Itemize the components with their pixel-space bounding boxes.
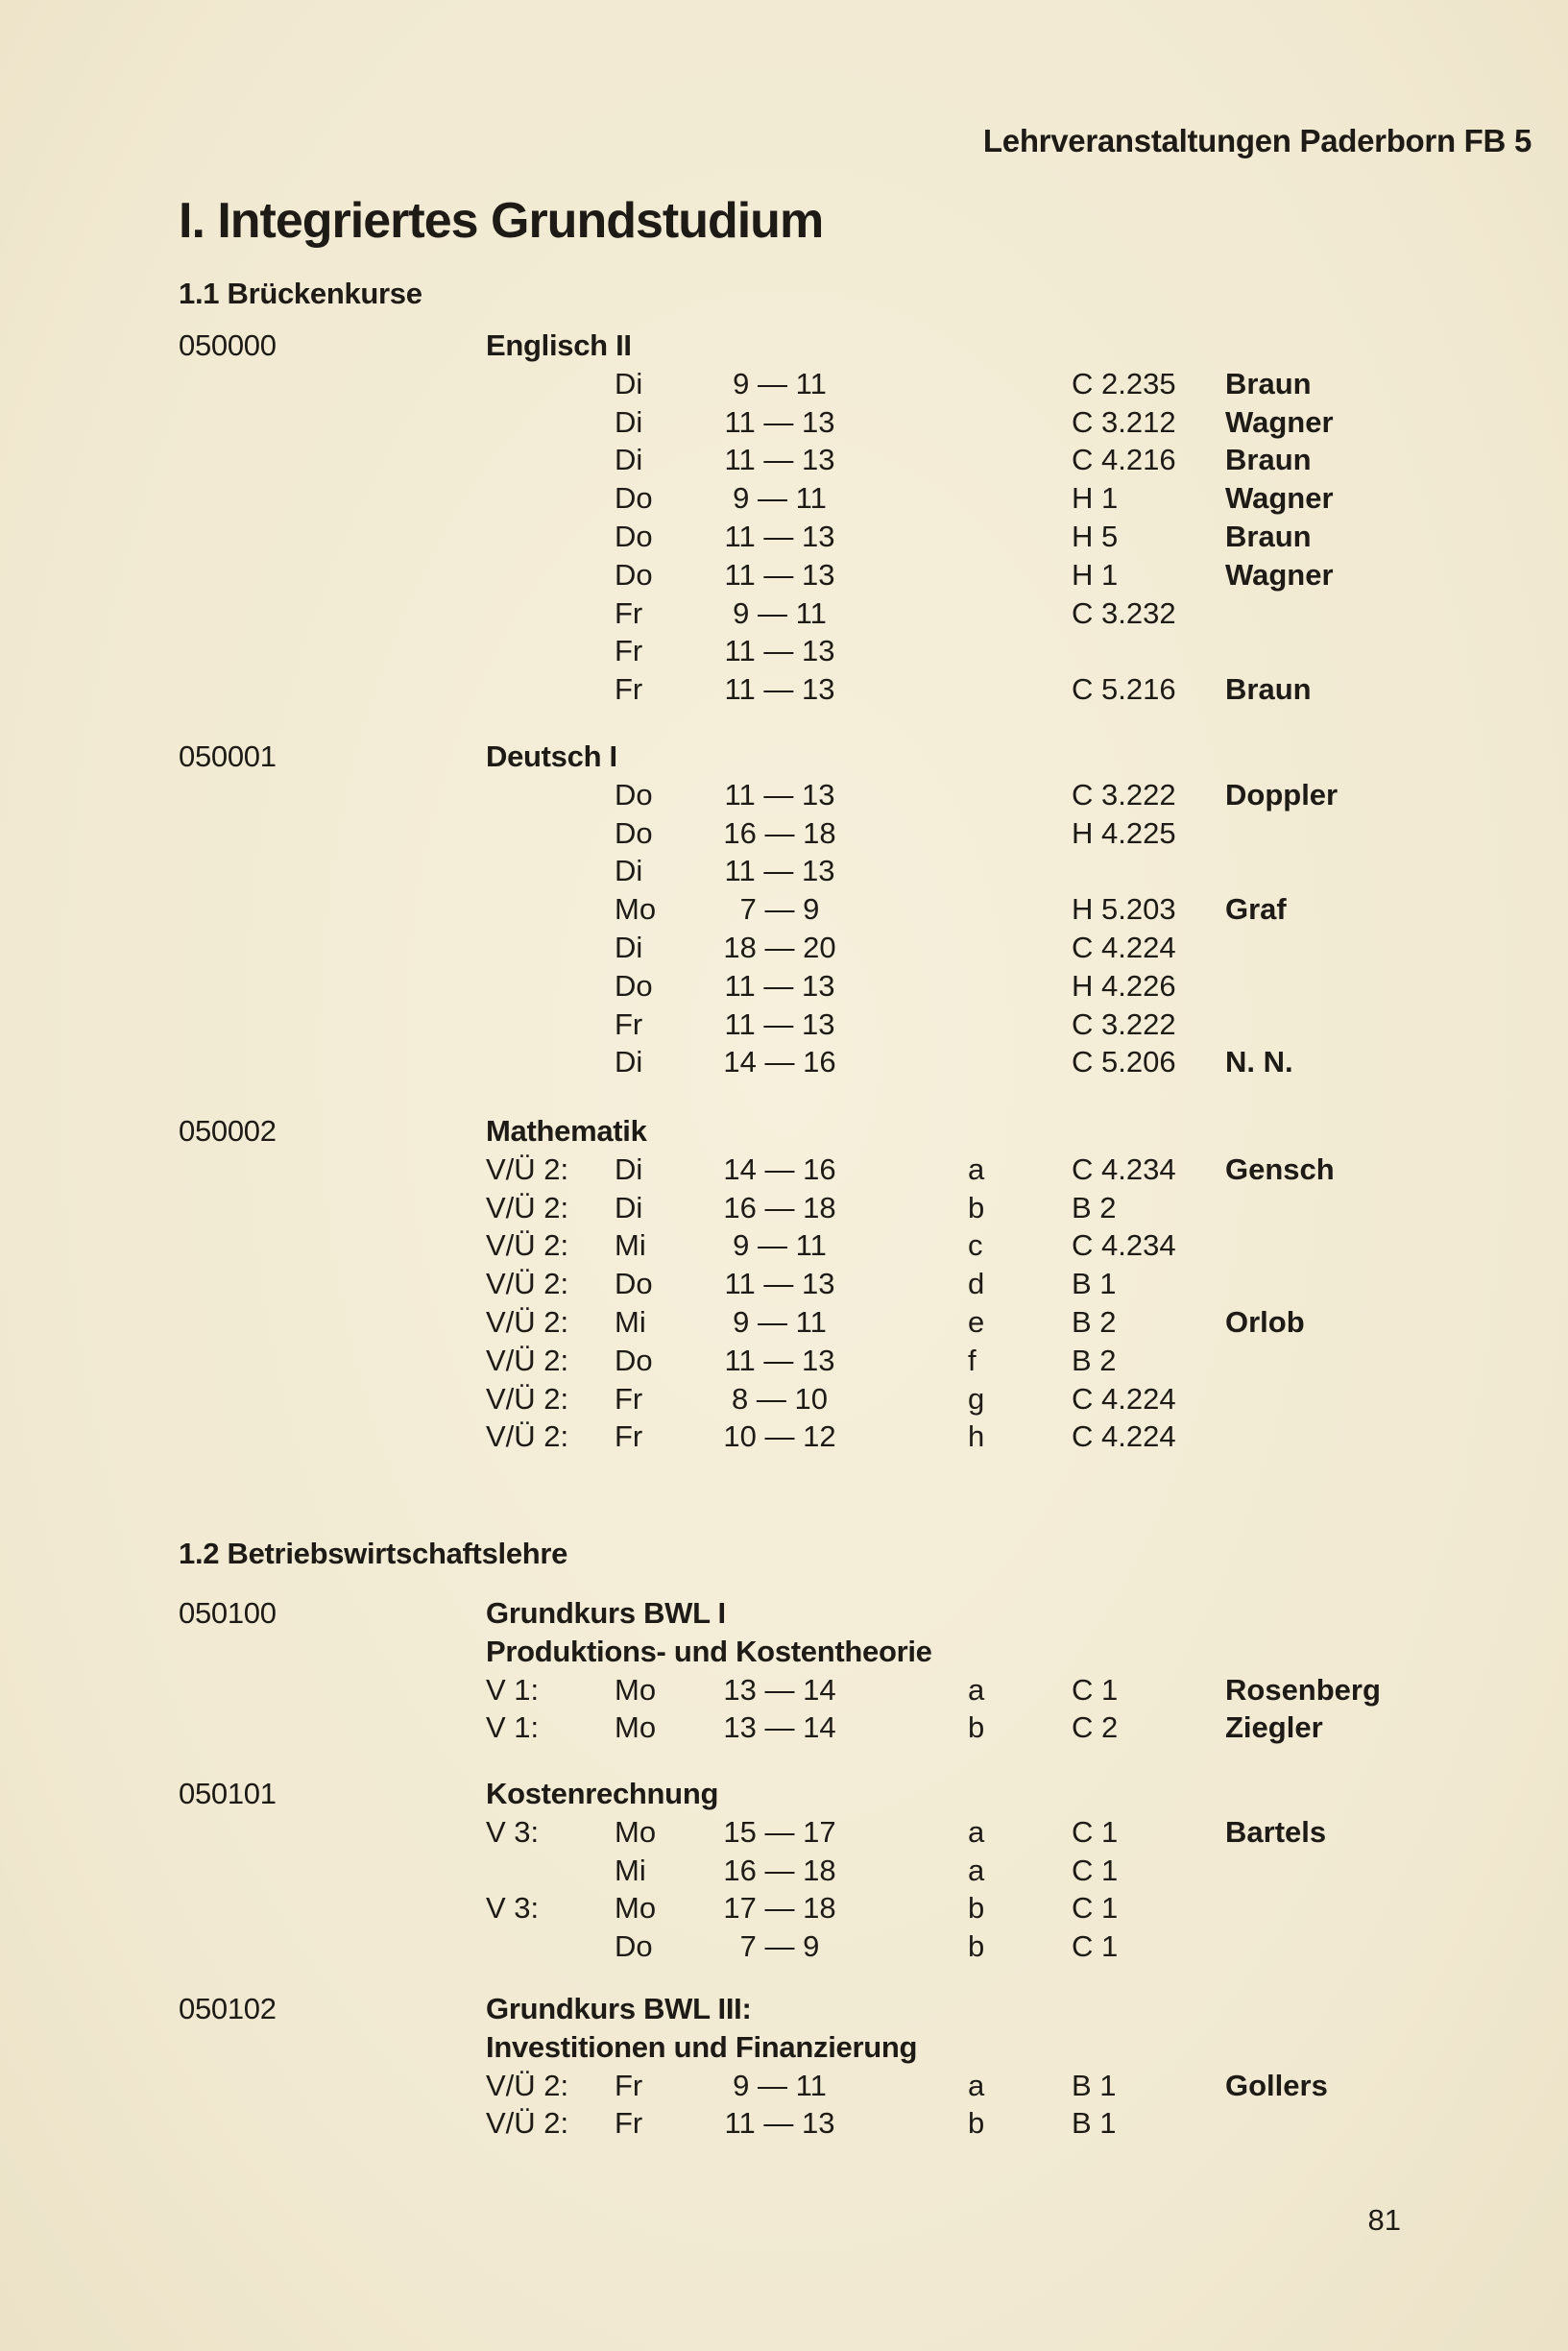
time-slot: 9 — 11 [733,1305,827,1339]
group-letter: e [968,1305,985,1339]
weekday: Di [615,404,643,439]
room: H 5.203 [1072,892,1176,927]
time-slot: 11 — 13 [724,1006,835,1041]
time-slot: 9 — 11 [733,481,827,516]
chapter-title: I. Integriertes Grundstudium [179,193,824,249]
weekday: Mo [615,892,657,927]
weekday: Mi [615,1853,646,1887]
course-title: Grundkurs BWL III: [486,1992,752,2025]
room: C 2 [1072,1710,1119,1745]
group-letter: h [968,1419,985,1454]
schedule-row [0,1344,1568,1382]
session-type: V 1: [486,1710,540,1745]
group-letter: b [968,1190,985,1224]
time-slot: 11 — 13 [724,1343,835,1377]
time-slot: 11 — 13 [724,777,835,812]
session-type: V/Ü 2: [486,1381,569,1416]
session-type: V/Ü 2: [486,1228,569,1263]
lecturer: Gollers [1225,2068,1328,2102]
weekday: Di [615,443,643,477]
room: C 4.224 [1072,931,1176,964]
weekday: Fr [615,2068,643,2102]
lecturer: Graf [1225,892,1287,927]
group-letter: d [968,1267,985,1301]
course-code: 050100 [179,1596,277,1630]
course-title: Investitionen und Finanzierung [486,2029,918,2064]
schedule-row [0,816,1568,855]
group-letter: a [968,1151,985,1186]
schedule-row [0,558,1568,596]
weekday: Fr [615,2106,643,2141]
session-type: V/Ü 2: [486,1419,569,1454]
room: H 5 [1072,520,1119,553]
schedule-row [0,596,1568,635]
time-slot: 16 — 18 [723,815,836,850]
lecturer: N. N. [1225,1045,1293,1079]
weekday: Do [615,968,653,1003]
session-type: V/Ü 2: [486,1305,569,1339]
course-title: Mathematik [486,1114,647,1148]
course-title: Produktions- und Kostentheorie [486,1634,932,1668]
time-slot: 11 — 13 [724,443,835,477]
room: C 4.216 [1072,443,1176,477]
schedule-row [0,672,1568,711]
lecturer: Braun [1225,520,1312,553]
room: C 1 [1072,1853,1119,1887]
schedule-row [0,367,1568,405]
schedule-row [0,1267,1568,1305]
schedule-row [0,1007,1568,1046]
room: C 4.234 [1072,1228,1176,1263]
weekday: Fr [615,672,643,707]
page-number: 81 [1367,2203,1401,2237]
time-slot: 11 — 13 [724,520,835,553]
weekday: Do [615,777,653,812]
time-slot: 16 — 18 [723,1190,836,1224]
lecturer: Rosenberg [1225,1672,1381,1707]
time-slot: 9 — 11 [733,595,827,630]
room: C 5.206 [1072,1045,1176,1079]
schedule-row [0,443,1568,481]
group-letter: c [968,1228,983,1263]
time-slot: 8 — 10 [732,1381,828,1416]
lecturer: Bartels [1225,1814,1327,1849]
group-letter: f [968,1343,977,1377]
session-type: V/Ü 2: [486,1343,569,1377]
time-slot: 7 — 9 [739,892,820,927]
schedule-row [0,1929,1568,1968]
weekday: Mo [615,1710,657,1745]
weekday: Mi [615,1228,646,1263]
course-title: Englisch II [486,328,632,362]
weekday: Di [615,1190,643,1224]
room: C 3.232 [1072,595,1176,630]
time-slot: 11 — 13 [724,404,835,439]
schedule-row [0,1419,1568,1458]
session-type: V 3: [486,1814,540,1849]
time-slot: 14 — 16 [723,1151,836,1186]
lecturer: Ziegler [1225,1710,1323,1745]
room: C 1 [1072,1814,1119,1849]
weekday: Mo [615,1891,657,1926]
room: C 3.222 [1072,1006,1176,1041]
group-letter: b [968,1891,985,1926]
schedule-row [0,1152,1568,1191]
time-slot: 18 — 20 [723,931,836,964]
room: B 2 [1072,1305,1117,1339]
session-type: V/Ü 2: [486,2106,569,2141]
weekday: Do [615,1267,653,1301]
course-title: Grundkurs BWL I [486,1596,726,1630]
lecturer: Wagner [1225,557,1334,592]
course-title: Deutsch I [486,739,617,773]
lecturer: Gensch [1225,1151,1335,1186]
time-slot: 11 — 13 [724,672,835,707]
schedule-row [0,1045,1568,1083]
time-slot: 11 — 13 [724,1267,835,1301]
room: H 1 [1072,557,1119,592]
time-slot: 11 — 13 [724,634,835,668]
weekday: Do [615,1343,653,1377]
room: C 1 [1072,1929,1119,1964]
weekday: Di [615,931,643,964]
weekday: Fr [615,1006,643,1041]
lecturer: Braun [1225,366,1312,400]
group-letter: g [968,1381,985,1416]
time-slot: 13 — 14 [723,1672,836,1707]
weekday: Do [615,520,653,553]
schedule-row [0,1815,1568,1854]
room: C 1 [1072,1672,1119,1707]
time-slot: 10 — 12 [723,1419,836,1454]
section-heading: 1.2 Betriebswirtschaftslehre [179,1537,568,1570]
section-heading: 1.1 Brückenkurse [179,277,422,310]
session-type: V/Ü 2: [486,1151,569,1186]
lecturer: Orlob [1225,1305,1305,1339]
schedule-row [0,854,1568,892]
weekday: Do [615,481,653,516]
room: B 2 [1072,1190,1117,1224]
session-type: V/Ü 2: [486,1267,569,1301]
lecturer: Braun [1225,443,1312,477]
time-slot: 13 — 14 [723,1710,836,1745]
running-head: Lehrveranstaltungen Paderborn FB 5 [982,123,1532,158]
weekday: Fr [615,1381,643,1416]
group-letter: b [968,1710,985,1745]
group-letter: a [968,1853,985,1887]
schedule-row [0,892,1568,931]
course-title: Kostenrechnung [486,1777,719,1810]
time-slot: 9 — 11 [733,2068,827,2102]
session-type: V/Ü 2: [486,2068,569,2102]
course-code: 050102 [179,1992,277,2025]
schedule-row [0,778,1568,816]
schedule-row [0,1228,1568,1267]
course-code: 050101 [179,1777,277,1810]
weekday: Di [615,366,643,400]
weekday: Mo [615,1814,657,1849]
schedule-row [0,2106,1568,2145]
schedule-row [0,1710,1568,1749]
time-slot: 9 — 11 [733,366,827,400]
schedule-row [0,2069,1568,2107]
weekday: Fr [615,1419,643,1454]
group-letter: a [968,2068,985,2102]
weekday: Di [615,1151,643,1186]
room: C 3.222 [1072,777,1176,812]
time-slot: 17 — 18 [723,1891,836,1926]
room: C 4.224 [1072,1381,1176,1416]
schedule-row [0,1191,1568,1229]
group-letter: a [968,1672,985,1707]
schedule-row [0,481,1568,520]
time-slot: 11 — 13 [724,968,835,1003]
time-slot: 11 — 13 [724,854,835,888]
room: B 2 [1072,1343,1117,1377]
course-code: 050001 [179,739,277,773]
weekday: Mo [615,1672,657,1707]
room: C 5.216 [1072,672,1176,707]
weekday: Fr [615,595,643,630]
weekday: Do [615,1929,653,1964]
time-slot: 11 — 13 [724,2106,835,2141]
schedule-row [0,1382,1568,1420]
course-code: 050000 [179,328,277,362]
time-slot: 9 — 11 [733,1228,827,1263]
lecturer: Doppler [1225,777,1339,812]
time-slot: 16 — 18 [723,1853,836,1887]
time-slot: 15 — 17 [723,1814,836,1849]
room: B 1 [1072,2106,1117,2141]
schedule-row [0,931,1568,969]
schedule-row [0,634,1568,672]
group-letter: a [968,1814,985,1849]
room: C 2.235 [1072,366,1176,400]
schedule-row [0,1891,1568,1929]
room: C 4.234 [1072,1151,1176,1186]
room: C 3.212 [1072,404,1176,439]
weekday: Mi [615,1305,646,1339]
schedule-row [0,1305,1568,1344]
group-letter: b [968,1929,985,1964]
weekday: Di [615,1045,643,1079]
lecturer: Wagner [1225,404,1334,439]
schedule-row [0,1673,1568,1711]
schedule-row [0,1854,1568,1892]
room: H 1 [1072,481,1119,516]
session-type: V 3: [486,1891,540,1926]
room: B 1 [1072,2068,1117,2102]
group-letter: b [968,2106,985,2141]
session-type: V/Ü 2: [486,1190,569,1224]
room: B 1 [1072,1267,1117,1301]
weekday: Fr [615,634,643,668]
time-slot: 14 — 16 [723,1045,836,1079]
schedule-row [0,969,1568,1007]
weekday: Di [615,854,643,888]
schedule-row [0,520,1568,558]
session-type: V 1: [486,1672,540,1707]
room: H 4.225 [1072,815,1176,850]
course-code: 050002 [179,1114,277,1148]
room: C 4.224 [1072,1419,1176,1454]
schedule-row [0,405,1568,444]
weekday: Do [615,557,653,592]
room: C 1 [1072,1891,1119,1926]
room: H 4.226 [1072,968,1176,1003]
time-slot: 7 — 9 [739,1929,820,1964]
weekday: Do [615,815,653,850]
lecturer: Braun [1225,672,1312,707]
lecturer: Wagner [1225,481,1334,516]
time-slot: 11 — 13 [724,557,835,592]
